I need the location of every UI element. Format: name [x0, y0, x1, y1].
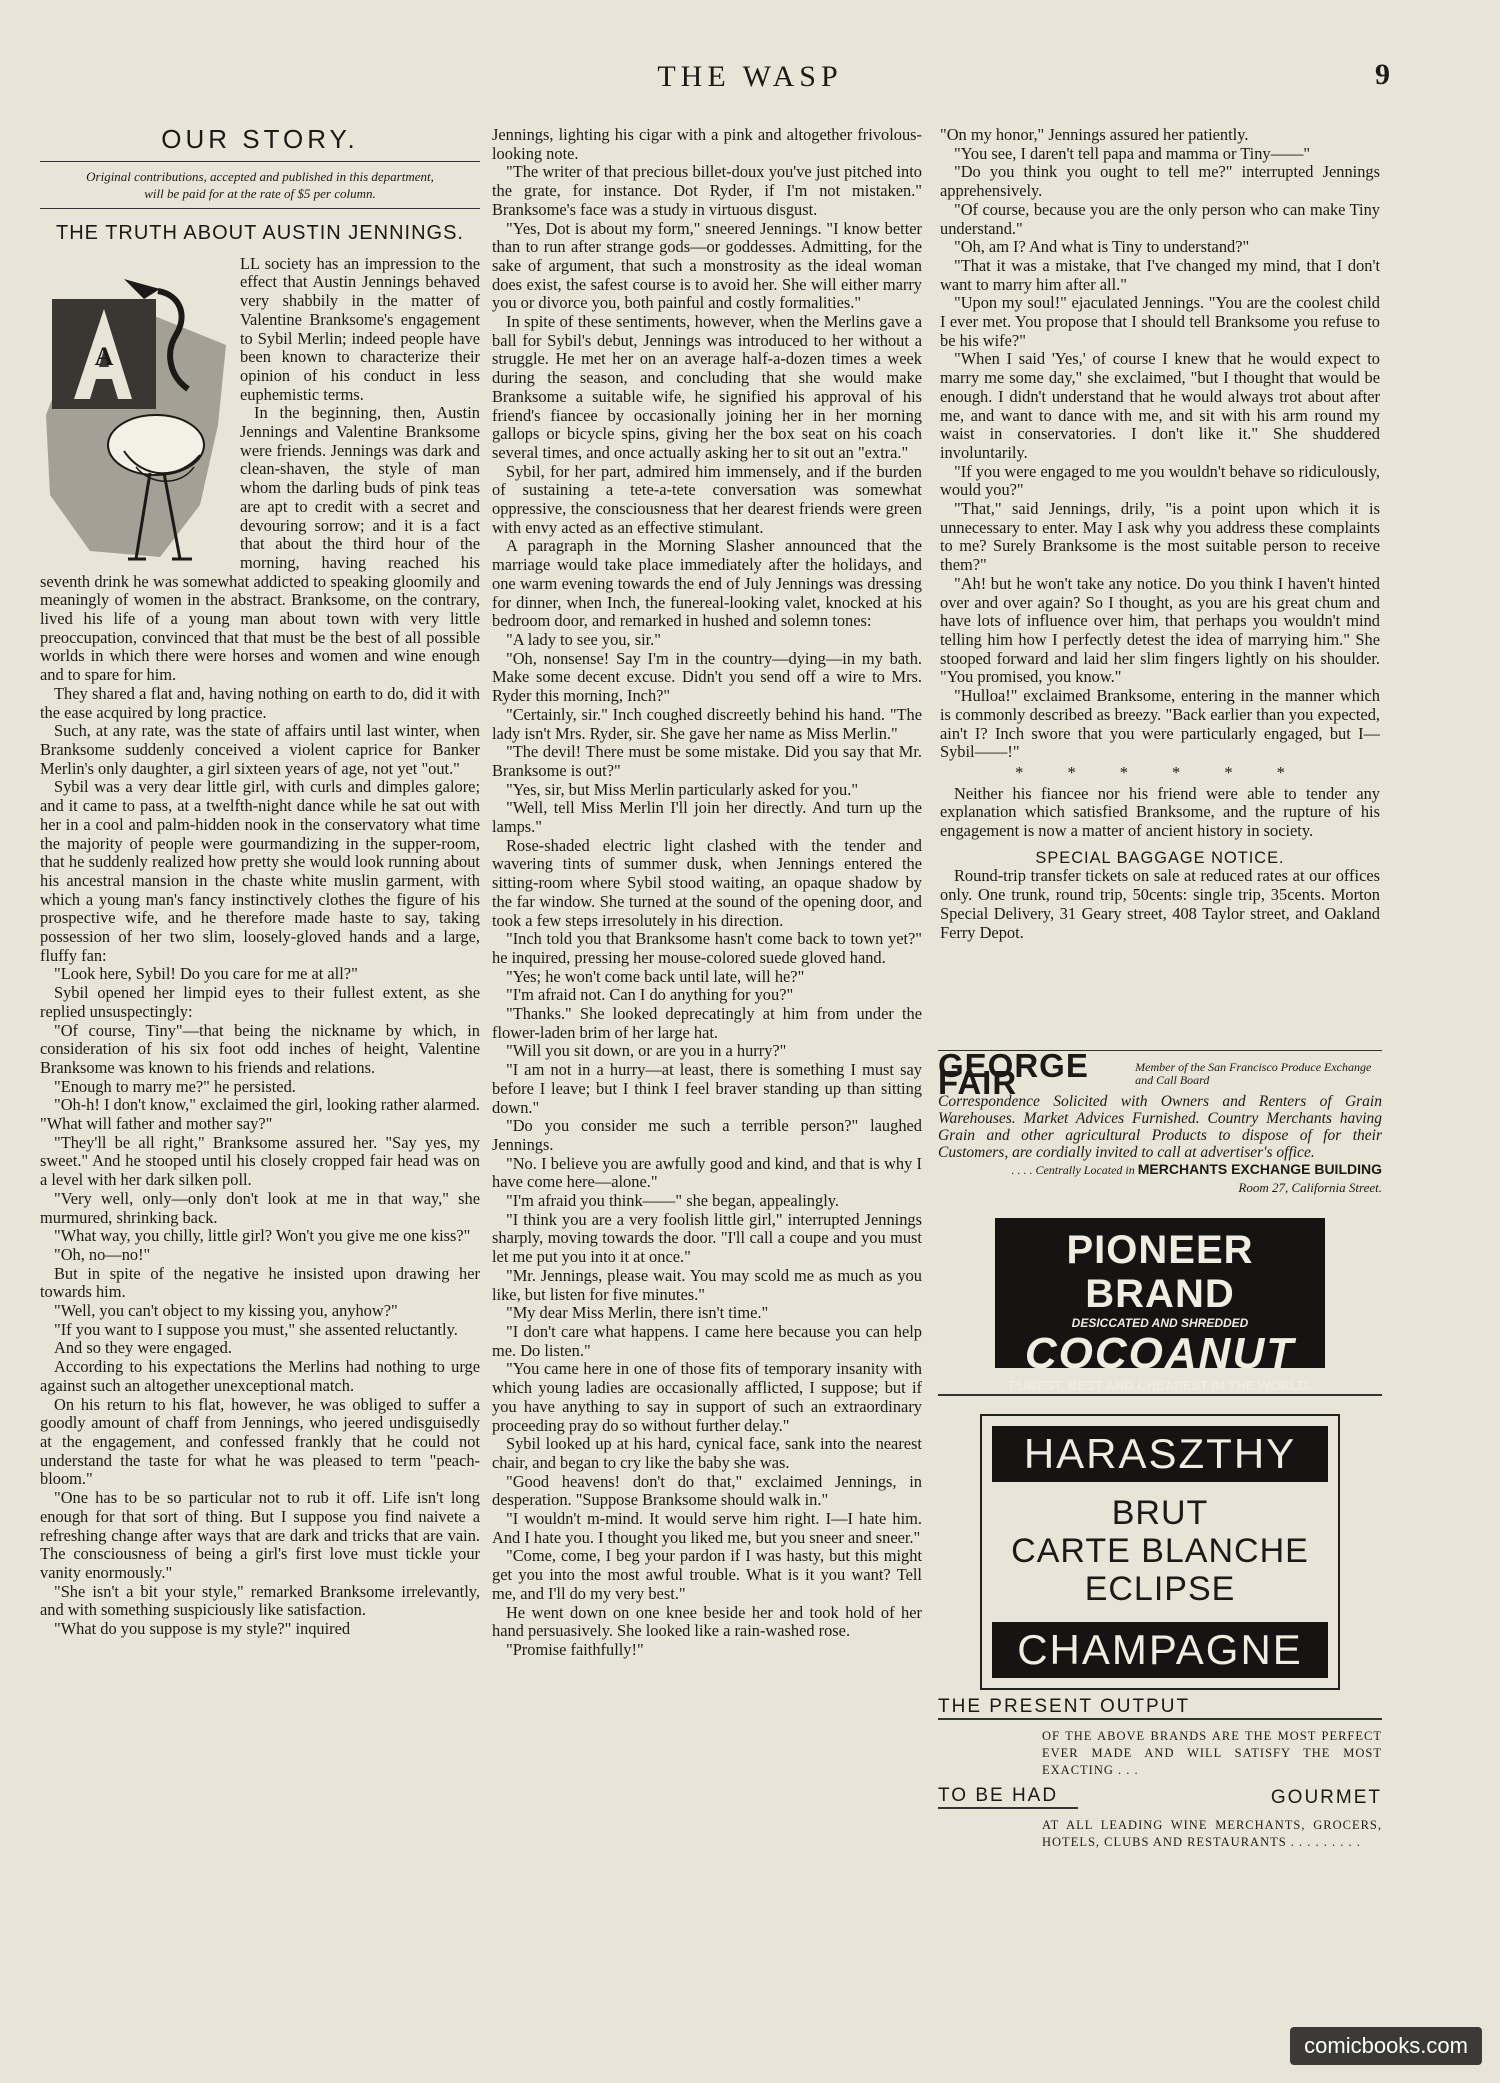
haraszthy-eclipse: ECLIPSE	[1084, 1570, 1236, 1608]
pioneer-brand-ad	[995, 1218, 1325, 1393]
paragraph: In spite of these sentiments, however, when the Merlins gave a ball for Sybil's debut, Jennings was introduced to her without a struggle. He met her on an average half-a-dozen times a week during the season, and concluding that she would make Branksome a suitable wife, he signified his approval of his friend's fiancee by occasionally joining her in her morning gallops or bicycle spins, giving her the box seat on his coach several times, and once actually asking her to sit out an "extra."	[492, 312, 922, 462]
george-fair-ad	[938, 1047, 1382, 1196]
to-be-had-heading: TO BE HAD	[938, 1785, 1078, 1809]
initial-letter: A	[94, 341, 114, 371]
paragraph: "On my honor," Jennings assured her patiently.	[940, 126, 1249, 144]
george-fair-location-prefix: . . . . Centrally Located in	[1011, 1163, 1135, 1177]
paragraph: "Good heavens! don't do that," exclaimed Jennings, in desperation. "Suppose Branksome should walk in."	[492, 1471, 922, 1510]
paragraph: "I'm afraid not. Can I do anything for you?"	[506, 985, 794, 1005]
paragraph: "When I said 'Yes,' of course I knew that he would expect to marry me some day," she exclaimed, "but I thought that would be enough. I didn't understand that he would always trot about after me, and want to dance with me, and sit with his arm round my waist in conservatories. I don't like it." She shuddered involuntarily.	[940, 349, 1380, 462]
paragraph: "Oh-h! I don't know," exclaimed the girl, looking rather alarmed. "What will father and mother say?"	[40, 1095, 480, 1134]
paragraph: "Well, you can't object to my kissing you, anyhow?"	[54, 1301, 398, 1321]
notice-body: Round-trip transfer tickets on sale at reduced rates at our offices only. One trunk, round trip, 50cents: single trip, 35cents. Morton Special Delivery, 31 Geary street, 408 Taylor street, and Oakland Ferry Depot.	[940, 866, 1380, 942]
pioneer-brand-title: PIONEER BRAND	[1066, 1228, 1254, 1316]
paragraph: "Inch told you that Branksome hasn't come back to town yet?" he inquired, pressing her mouse-colored suede gloved hand.	[492, 929, 922, 967]
paragraph: "Of course, because you are the only person who can make Tiny understand."	[940, 199, 1380, 238]
paragraph: "Oh, am I? And what is Tiny to understand?"	[954, 237, 1250, 257]
paragraph: "That," said Jennings, drily, "is a point upon which it is unnecessary to enter. May I ask why you address these complaints to me? Surely Branksome is the most suitable person to receive them?"	[940, 499, 1380, 575]
paragraph: "If you want to I suppose you must," she assented reluctantly.	[54, 1319, 458, 1339]
divider	[938, 1394, 1382, 1396]
above-brands-text: OF THE ABOVE BRANDS ARE THE MOST PERFECT EVER MADE AND WILL SATISFY THE MOST EXACTING . . .	[1042, 1729, 1382, 1777]
stork-initial-illustration	[40, 255, 230, 565]
section-title: OUR STORY.	[161, 126, 359, 154]
george-fair-header	[938, 1047, 1382, 1101]
paragraph: "Upon my soul!" ejaculated Jennings. "You are the coolest child I ever met. You propose that I should tell Branksome you refuse to be his wife?"	[940, 293, 1380, 350]
paragraph: "Do you consider me such a terrible person?" laughed Jennings.	[492, 1116, 922, 1154]
paragraph: "I think you are a very foolish little girl," interrupted Jennings sharply, moving towards the door. "I'll call a coupe and you must let me put you into it at once."	[492, 1209, 922, 1267]
paragraph: Sybil, for her part, admired him immensely, and if the burden of sustaining a tete-a-tete conversation was somewhat oppressive, the consciousness that her dearest friends were green with envy acted as an effective stimulant.	[492, 461, 922, 537]
paragraph: "Look here, Sybil! Do you care for me at all?"	[54, 964, 358, 984]
paragraph: "Well, tell Miss Merlin I'll join her directly. And turn up the lamps."	[492, 798, 922, 837]
paragraph: Such, at any rate, was the state of affairs until last winter, when Branksome suddenly conceived a violent caprice for Banker Merlin's only daughter, a girl sixteen years of age, not yet "out."	[40, 721, 480, 778]
paragraph: "I am not in a hurry—at least, there is something I must say before I leave; but I think I feel braver standing up than sitting down."	[492, 1060, 922, 1117]
paragraph: Sybil opened her limpid eyes to their fullest extent, as she replied unsuspectingly:	[40, 983, 480, 1021]
haraszthy-carte-blanche: CARTE BLANCHE	[1011, 1532, 1309, 1570]
column-2	[492, 126, 922, 1986]
haraszthy-brut: BRUT	[1111, 1494, 1209, 1532]
paragraph: "You see, I daren't tell papa and mamma or Tiny——"	[954, 143, 1311, 163]
contributions-note	[40, 161, 480, 209]
george-fair-name: GEORGE FAIR	[938, 1047, 1089, 1101]
paragraph: A paragraph in the Morning Slasher announced that the marriage would take place immediately after the holidays, and one warm evening towards the end of July Jennings was dressing for dinner, when Inch, the funereal-looking valet, knocked at his bedroom door, and remarked in hushed and solemn tones:	[492, 536, 922, 631]
paragraph: "The devil! There must be some mistake. Did you say that Mr. Branksome is out?"	[492, 742, 922, 780]
paragraph: On his return to his flat, however, he was obliged to suffer a goodly amount of chaff from Jennings, who jeered undisguisedly at the engagement, and confessed frankly that he could not understand the taste for what he was pleased to term "peach-bloom."	[40, 1394, 480, 1489]
running-title: THE WASP	[657, 60, 843, 93]
paragraph: "Yes; he won't come back until late, will he?"	[506, 966, 805, 986]
column-1	[40, 126, 480, 1986]
paragraph: "That it was a mistake, that I've changed my mind, that I don't want to marry him after all."	[940, 255, 1380, 294]
paragraph: "Of course, Tiny"—that being the nickname by which, in consideration of his six foot odd inches of height, Valentine Branksome was known to his friends and relations.	[40, 1020, 480, 1077]
page-number: 9	[1375, 58, 1390, 91]
paragraph: But in spite of the negative he insisted upon drawing her towards him.	[40, 1263, 480, 1302]
advertisements	[938, 1047, 1382, 1851]
paragraph: "Come, come, I beg your pardon if I was hasty, but this might get you into the most awful trouble. What is it you want? Tell me, and I'll do my very best."	[492, 1546, 922, 1603]
paragraph: "One has to be so particular not to rub it off. Life isn't long enough for that sort of thing. But I suppose you find naivete a refreshing change after ways that are dark and tricks that are vain. The consciousness of being a girl's first love must tickle your vanity enormously."	[40, 1488, 480, 1582]
paragraph: "They'll be all right," Branksome assured her. "Say yes, my sweet." And he stooped until his closely cropped fair head was on a level with her dark silken poll.	[40, 1132, 480, 1190]
pioneer-brand-subtitle: DESICCATED AND SHREDDED	[1071, 1316, 1249, 1330]
notice-title: SPECIAL BAGGAGE NOTICE.	[1035, 848, 1285, 867]
paragraph: "What do you suppose is my style?" inquired	[54, 1619, 351, 1639]
paragraph: "Yes, sir, but Miss Merlin particularly asked for you."	[506, 779, 859, 799]
paragraph: "She isn't a bit your style," remarked Branksome irrelevantly, and with something suspiciously like satisfaction.	[40, 1581, 480, 1620]
paragraph: "My dear Miss Merlin, there isn't time."	[506, 1303, 769, 1323]
paragraph: And so they were engaged.	[54, 1338, 232, 1358]
george-fair-membership: Member of the San Francisco Produce Exchange and Call Board	[1135, 1060, 1372, 1087]
paragraph: "I don't care what happens. I came here because you can help me. Do listen."	[492, 1322, 922, 1360]
paragraph: "Promise faithfully!"	[506, 1639, 644, 1659]
merchants-text: AT ALL LEADING WINE MERCHANTS, GROCERS, HOTELS, CLUBS AND RESTAURANTS . . . . . . . . .	[1042, 1818, 1382, 1849]
george-fair-room: Room 27, California Street.	[1238, 1180, 1382, 1195]
george-fair-location	[938, 1161, 1382, 1179]
paragraph: Jennings, lighting his cigar with a pink and altogether frivolous-looking note.	[492, 126, 922, 163]
paragraph: "I wouldn't m-mind. It would serve him right. I—I hate him. And I hate you. I thought you liked me, but you sneer and sneer."	[492, 1509, 922, 1547]
section-break-stars: * * * * * *	[1015, 762, 1305, 782]
paragraph: "No. I believe you are awfully good and kind, and that is why I have come here—alone."	[492, 1153, 922, 1192]
haraszthy-title: HARASZTHY	[992, 1426, 1328, 1482]
present-output-heading: THE PRESENT OUTPUT	[938, 1696, 1382, 1720]
haraszthy-champagne: CHAMPAGNE	[992, 1622, 1328, 1678]
paragraph: "Do you think you ought to tell me?" interrupted Jennings apprehensively.	[940, 162, 1380, 201]
paragraph: "Will you sit down, or are you in a hurry?"	[506, 1041, 787, 1061]
to-be-had-row	[938, 1785, 1382, 1809]
paragraph: "Ah! but he won't take any notice. Do you think I haven't hinted over and over again? So I thought, as you are his great chum and have lots of influence over him, that perhaps you wouldn't mind telling him how I perfectly detest the idea of marrying him." She stooped forward and laid her slim fingers lightly on his shoulder. "You promised, you know."	[940, 573, 1380, 687]
george-fair-body: Correspondence Solicited with Owners and Renters of Grain Warehouses. Market Advices Furnished. Country Merchants having Grain and other agricultural Products to dispose of for their Customers, are cordially invited to call at advertiser's office.	[938, 1093, 1382, 1161]
paragraph: "Thanks." She looked deprecatingly at him from under the flower-laden brim of her large hat.	[492, 1004, 922, 1042]
paragraph: "I'm afraid you think——" she began, appealingly.	[506, 1191, 839, 1211]
column-3	[940, 126, 1380, 1046]
paragraph: Rose-shaded electric light clashed with the tender and wavering tints of summer dusk, when Jennings entered the sitting-room where Sybil stood waiting, an opaque shadow by the far window. She turned at the sound of the opening door, and took a few steps irresolutely in his direction.	[492, 835, 922, 930]
contributions-note-line-1: Original contributions, accepted and published in this department,	[86, 168, 434, 184]
paragraph: "Oh, no—no!"	[54, 1244, 151, 1264]
paragraph: "Hulloa!" exclaimed Branksome, entering in the manner which is commonly described as breezy. "Back earlier than you expected, ain't I? Inch swore that you were particularly engaged, but I—Sybil——!"	[940, 686, 1380, 762]
paragraph: "Mr. Jennings, please wait. You may scold me as much as you like, but listen for five minutes."	[492, 1265, 922, 1304]
paragraph: He went down on one knee beside her and took hold of her hand persuasively. She looked like a rain-washed rose.	[492, 1602, 922, 1641]
paragraph: Sybil was a very dear little girl, with curls and dimples galore; and it came to pass, at a twelfth-night dance while he sat out with her in a cool and palm-hidden nook in the conservatory what time the majority of people were gourmandizing in the supper-room, that he suddenly realized how pretty she would look running about his ancestral mansion in the chaste white muslin garment, with which a young man's fancy instinctively clothes the figure of his prospective wife, and he therefore made haste to say, taking possession of her two slim, loosely-gloved hands and a large, fluffy fan:	[40, 777, 480, 965]
paragraph: "Certainly, sir." Inch coughed discreetly behind his hand. "The lady isn't Mrs. Ryder, sir. She gave her name as Miss Merlin."	[492, 704, 922, 743]
story-title: THE TRUTH ABOUT AUSTIN JENNINGS.	[56, 221, 464, 244]
gourmet-label: GOURMET	[1270, 1787, 1382, 1808]
paragraph: Sybil looked up at his hard, cynical face, sank into the nearest chair, and began to cry like the baby she was.	[492, 1434, 922, 1472]
paragraph: "A lady to see you, sir."	[506, 629, 661, 649]
story-ending: Neither his fiancee nor his friend were able to tender any explanation which satisfied Branksome, and the rupture of his engagement is now a matter of ancient history in society.	[940, 783, 1380, 841]
pioneer-brand-product: COCOANUT	[1024, 1329, 1296, 1378]
haraszthy-ad	[980, 1414, 1340, 1690]
paragraph: "Enough to marry me?" he persisted.	[54, 1076, 296, 1096]
paragraph: "Oh, nonsense! Say I'm in the country—dying—in my bath. Make some decent excuse. Didn't you send off a wire to Mrs. Ryder this morning, Inch?"	[492, 648, 922, 706]
paragraph: "The writer of that precious billet-doux you've just pitched into the grate, for instance. Dot Ryder, if I'm not mistaken." Branksome's face was a study in virtuous disgust.	[492, 162, 922, 219]
george-fair-building: MERCHANTS EXCHANGE BUILDING	[1137, 1161, 1382, 1177]
paragraph: In the beginning, then, Austin Jennings and Valentine Branksome were friends. Jennings was dark and clean-shaven, the style of man whom the darling buds of pink teas are apt to credit with a secret and devouring sorrow; and it is a fact that about the third hour of the morning, having reached his seventh drink he was somewhat addicted to speaking gloomily and meaningly of women in the abstract. Branksome, on the contrary, lived his life of a young man about town with very little preoccupation, convinced that that must be the best of all possible worlds in which there were horses and women and wine enough and to spare for him.	[40, 403, 480, 685]
paragraph: "Yes, Dot is about my form," sneered Jennings. "I know better than to run after strange gods—or goddesses. Admitting, for the sake of argument, that such a monstrosity as the ideal woman does exist, the safest course is to avoid her. She will either marry you or divorce you, both painful and costly formalities."	[492, 218, 922, 313]
paragraph: They shared a flat and, having nothing on earth to do, did it with the ease acquired by long practice.	[40, 683, 480, 722]
paragraph: "Very well, only—only don't look at me in that way," she murmured, shrinking back.	[40, 1188, 480, 1227]
paragraph: "You came here in one of those fits of temporary insanity with which young ladies are occasionally afflicted, I suppose; but if you have anything to say in support of such an extraordinary proceeding pray do so without further delay."	[492, 1359, 922, 1435]
paragraph: "If you were engaged to me you wouldn't behave so ridiculously, would you?"	[940, 461, 1380, 500]
contributions-note-line-2: will be paid for at the rate of $5 per column.	[144, 185, 376, 201]
pioneer-brand-slogan: PUREST, BEST AND CHEAPEST IN THE WORLD.	[1009, 1378, 1311, 1393]
paragraph: "What way, you chilly, little girl? Won't you give me one kiss?"	[54, 1226, 471, 1246]
paragraph: According to his expectations the Merlins had nothing to urge against such an altogether unexceptional match.	[40, 1357, 480, 1395]
paragraph: LL society has an impression to the effect that Austin Jennings behaved very shabbily in the matter of Valentine Branksome's engagement to Sybil Merlin; indeed people have been known to characterize their opinion of his conduct in less euphemistic terms.	[240, 253, 480, 404]
watermark-logo: comicbooks.com	[1290, 2027, 1482, 2065]
